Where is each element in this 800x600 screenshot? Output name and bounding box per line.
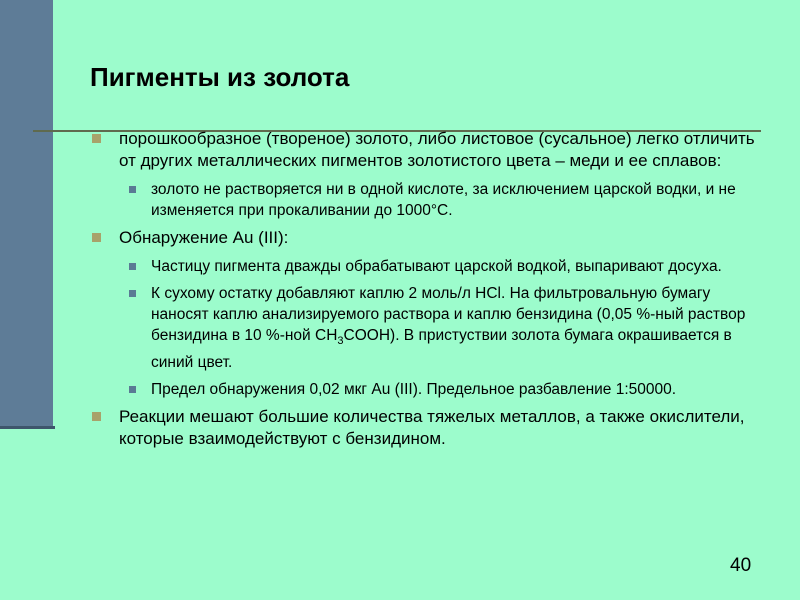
square-bullet-icon — [129, 386, 136, 393]
sub-bullet-text: Предел обнаружения 0,02 мкг Au (III). Предельное разбавление 1:50000. — [151, 381, 677, 399]
sub-bullet-text: Частицу пигмента дважды обрабатывают царской водкой, выпаривают досуха. — [151, 258, 722, 275]
sub-bullet-text: золото не растворяется ни в одной кислоте, за исключением царской водки, и не изменяется при прокаливании до 1000°С. — [151, 181, 736, 219]
bullet-item — [92, 227, 772, 249]
square-bullet-icon — [129, 263, 136, 270]
bullet-text: Реакции мешают большие количества тяжелых металлов, а также окислители, которые взаимодействуют с бензидином. — [119, 407, 745, 449]
sub-bullet-text-part-b: COOH). В пристуствии золота бумага окрашивается в синий цвет. — [151, 327, 732, 372]
sub-bullet-item — [92, 256, 772, 277]
slide-body — [92, 128, 772, 457]
chemical-subscript: 3 — [337, 335, 344, 348]
slide-title: Пигменты из золота — [90, 62, 350, 92]
side-accent-bar — [0, 0, 53, 428]
square-bullet-icon — [129, 290, 136, 297]
bullet-text: порошкообразное (твореное) золото, либо листовое (сусальное) легко отличить от других металлических пигментов золотистого цвета – меди и ее сплавов: — [119, 129, 755, 170]
bullet-item — [92, 128, 772, 172]
bullet-text: Обнаружение Au (III): — [119, 228, 289, 247]
sub-bullet-item — [92, 379, 772, 400]
page-number: 40 — [730, 555, 752, 576]
bullet-item — [92, 406, 772, 450]
square-bullet-icon — [129, 186, 136, 193]
square-bullet-icon — [92, 412, 101, 421]
sub-bullet-item — [92, 179, 772, 221]
sub-bullet-text-part-a: К сухому остатку добавляют каплю 2 моль/л HCl. На фильтровальную бумагу наносят каплю анализируемого раствора и каплю бензидина (0,05 %-ный раствор бензидина в 10 %-ной CH — [151, 285, 746, 344]
sub-bullet-item — [92, 283, 772, 373]
square-bullet-icon — [92, 233, 101, 242]
square-bullet-icon — [92, 134, 101, 143]
side-accent-bar-edge — [0, 426, 55, 429]
